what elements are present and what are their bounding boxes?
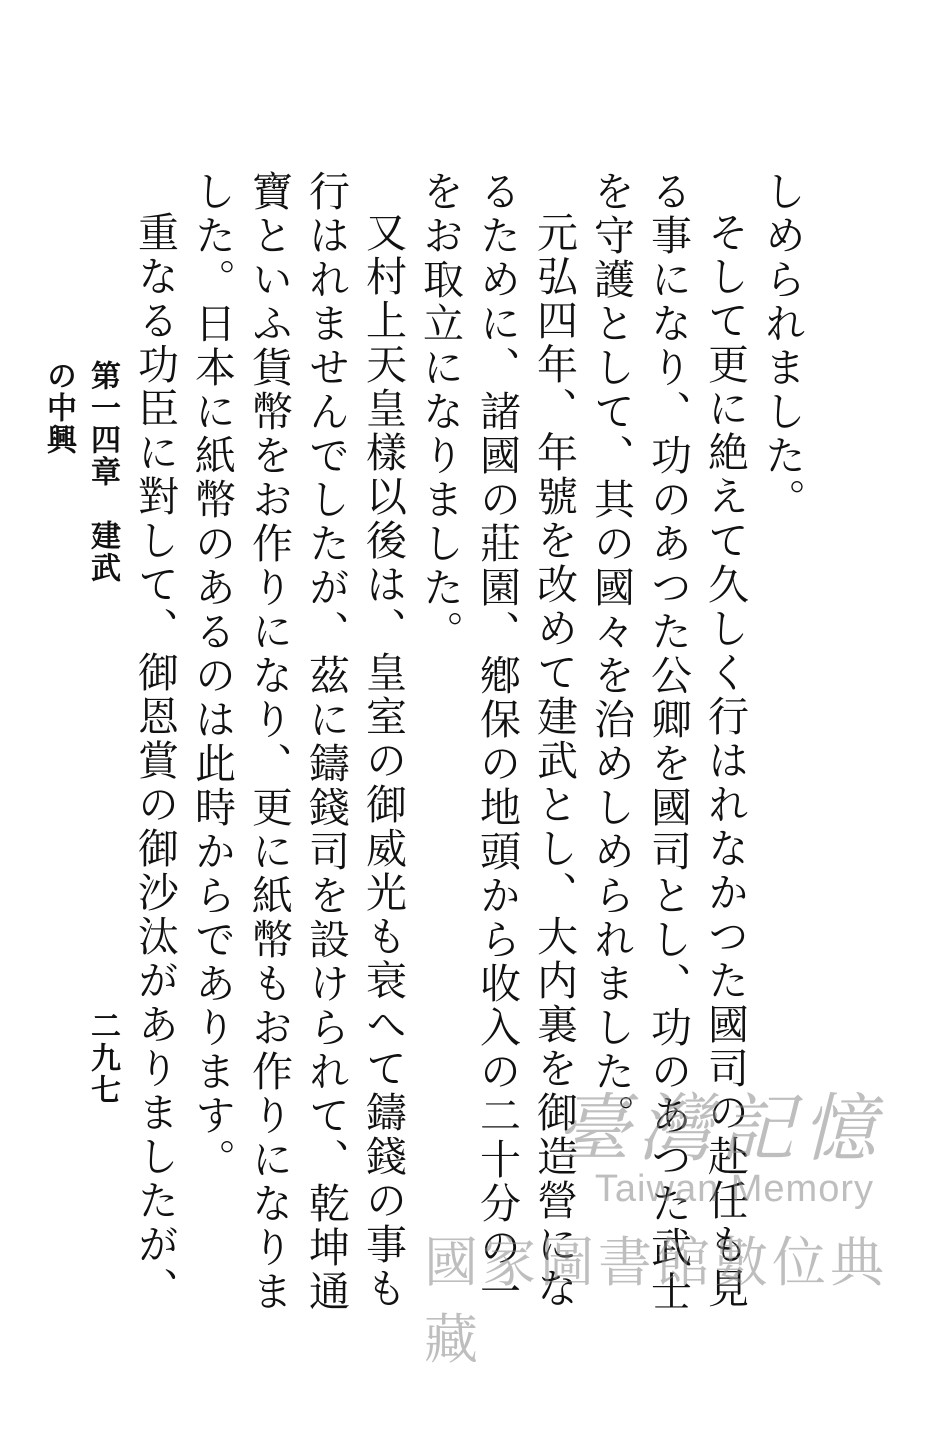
paragraph: そして更に絶えて久しく行はれなかつた國司の赴任も見る事になり、功のあつた公卿を國司とし、功のあつた武士を守護として、其の國々を治めしめられました。 xyxy=(587,170,749,1314)
page-number: 二九七 xyxy=(85,1010,120,1106)
paragraph: 重なる功臣に對して、御恩賞の御沙汰がありましたが、 xyxy=(131,211,179,1311)
paragraph: 元弘四年、年號を改めて建武とし、大内裏を御造營になるために、諸國の莊園、鄕保の地頭から收入の二十分の一をお取立になりました。 xyxy=(416,170,578,1314)
watermark-latin: Taiwan Memory xyxy=(594,1168,874,1210)
watermark xyxy=(424,1070,894,1371)
paragraph: しめられました。 xyxy=(758,170,806,522)
watermark-subtitle: 國家圖書館數位典藏 xyxy=(424,1231,888,1371)
watermark-brand: 臺灣記憶 xyxy=(556,1086,884,1172)
paragraph: 又村上天皇樣以後は、皇室の御威光も衰へて鑄錢の事も行はれませんでしたが、茲に鑄錢司を設けられて、乾坤通寶といふ貨幣をお作りになり、更に紙幣もお作りになりました。日本に紙幣のあるのは此時からであります。 xyxy=(188,170,407,1314)
running-head-title: 第一四章 建武の中興 xyxy=(41,360,120,584)
